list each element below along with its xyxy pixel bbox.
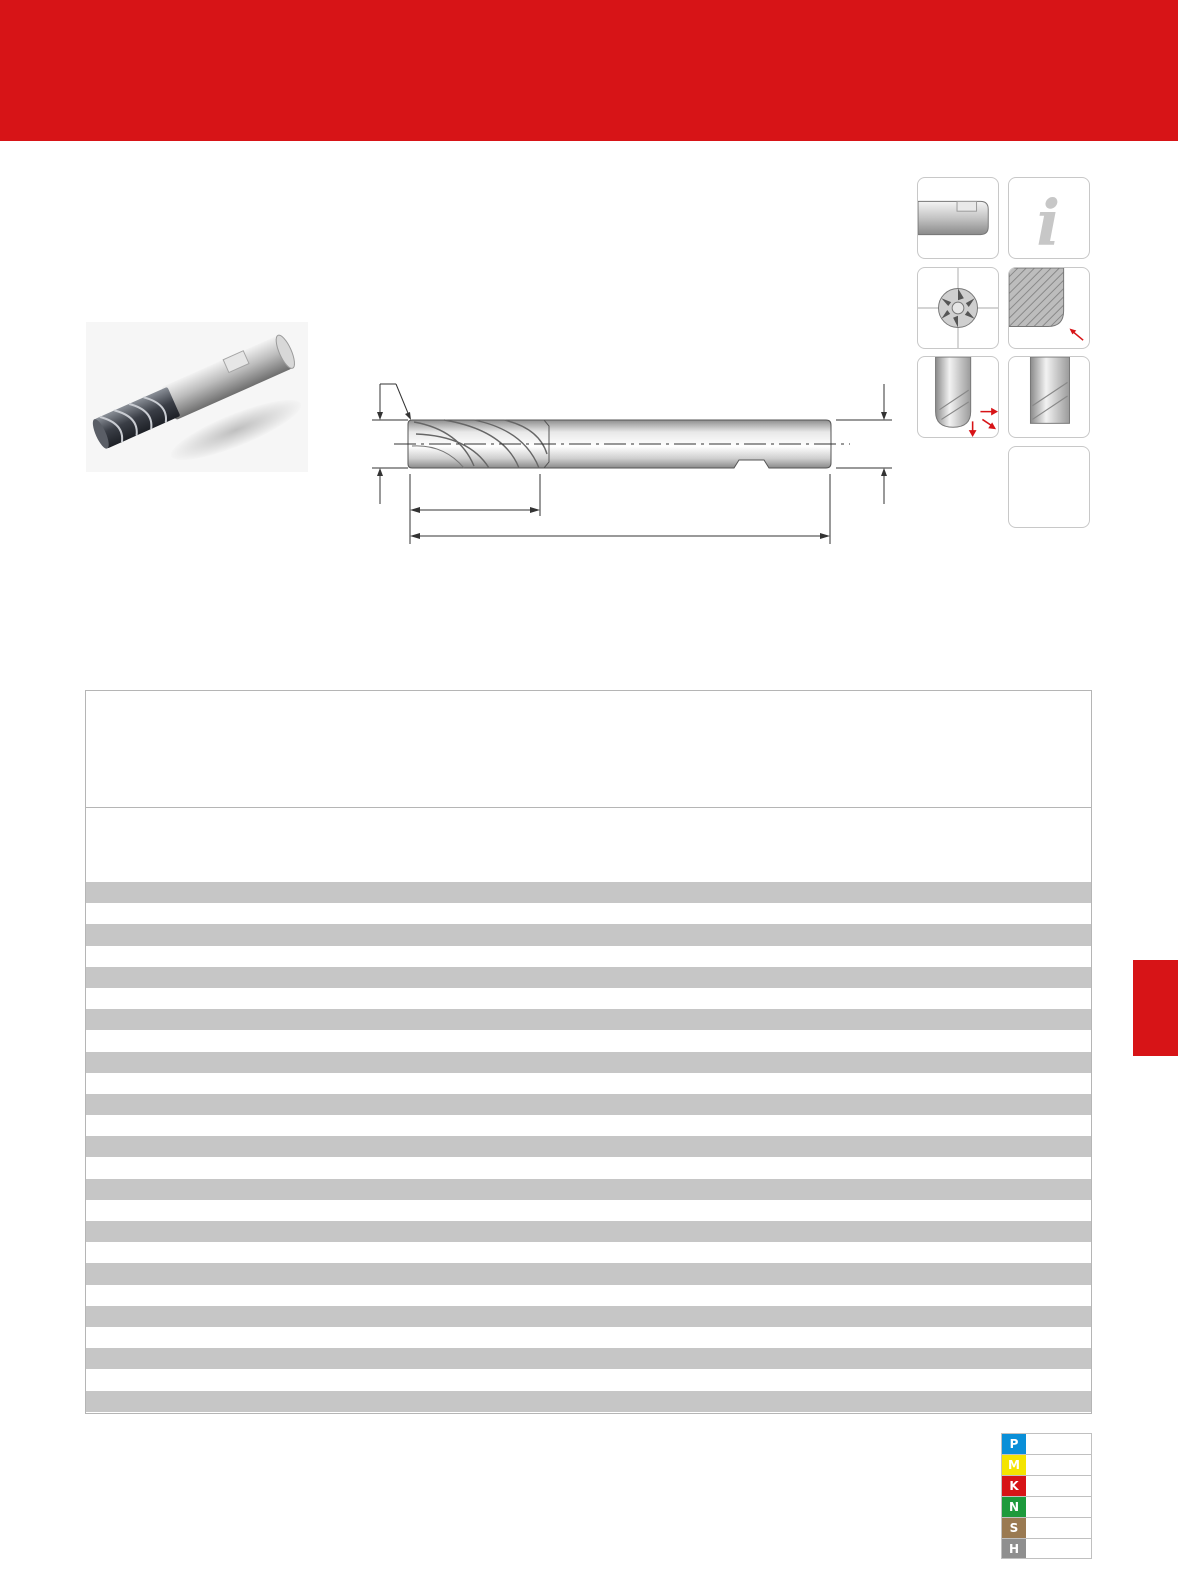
table-row bbox=[86, 1094, 1091, 1115]
header-band bbox=[0, 0, 1178, 141]
material-value-cell bbox=[1026, 1476, 1091, 1496]
corner-radius-icon bbox=[1008, 267, 1090, 349]
product-table bbox=[85, 690, 1092, 1414]
ramping-milling-icon bbox=[917, 356, 999, 438]
table-body bbox=[86, 882, 1091, 1412]
table-row bbox=[86, 1306, 1091, 1327]
material-row-k bbox=[1001, 1475, 1092, 1496]
material-row-n bbox=[1001, 1496, 1092, 1517]
material-value-cell bbox=[1026, 1497, 1091, 1517]
table-row bbox=[86, 946, 1091, 967]
material-row-m bbox=[1001, 1454, 1092, 1475]
table-row bbox=[86, 1369, 1091, 1390]
table-row bbox=[86, 988, 1091, 1009]
table-row bbox=[86, 1115, 1091, 1136]
table-header-top bbox=[86, 691, 1091, 808]
table-row bbox=[86, 1073, 1091, 1094]
material-letter: H bbox=[1002, 1539, 1026, 1558]
table-row bbox=[86, 882, 1091, 903]
material-row-s bbox=[1001, 1517, 1092, 1538]
material-letter: P bbox=[1002, 1434, 1026, 1454]
table-row bbox=[86, 1179, 1091, 1200]
material-row-p bbox=[1001, 1433, 1092, 1454]
table-row bbox=[86, 903, 1091, 924]
material-value-cell bbox=[1026, 1539, 1091, 1558]
table-row bbox=[86, 1242, 1091, 1263]
table-row bbox=[86, 1030, 1091, 1051]
material-row-h bbox=[1001, 1538, 1092, 1559]
info-icon[interactable] bbox=[1008, 177, 1090, 259]
table-row bbox=[86, 1200, 1091, 1221]
table-row bbox=[86, 1052, 1091, 1073]
material-letter: S bbox=[1002, 1518, 1026, 1538]
table-row bbox=[86, 1263, 1091, 1284]
material-letter: K bbox=[1002, 1476, 1026, 1496]
table-row bbox=[86, 1009, 1091, 1030]
table-row bbox=[86, 967, 1091, 988]
table-row bbox=[86, 1348, 1091, 1369]
material-letter: M bbox=[1002, 1455, 1026, 1475]
material-letter: N bbox=[1002, 1497, 1026, 1517]
material-value-cell bbox=[1026, 1518, 1091, 1538]
table-header-sub bbox=[86, 808, 1091, 882]
multi-flute-cross-section-icon bbox=[917, 267, 999, 349]
weldon-shank-icon bbox=[917, 177, 999, 259]
chapter-tab bbox=[1133, 960, 1178, 1056]
table-row bbox=[86, 1285, 1091, 1306]
material-value-cell bbox=[1026, 1434, 1091, 1454]
table-row bbox=[86, 1221, 1091, 1242]
table-row bbox=[86, 924, 1091, 945]
blank-icon bbox=[1008, 446, 1090, 528]
material-group-legend bbox=[1001, 1433, 1092, 1559]
end-mill-dimension-drawing bbox=[364, 374, 904, 550]
end-mill-photo bbox=[86, 322, 308, 472]
table-row bbox=[86, 1327, 1091, 1348]
info-glyph: i bbox=[1036, 185, 1061, 258]
material-value-cell bbox=[1026, 1455, 1091, 1475]
table-row bbox=[86, 1391, 1091, 1412]
side-milling-icon bbox=[1008, 356, 1090, 438]
table-row bbox=[86, 1136, 1091, 1157]
table-row bbox=[86, 1157, 1091, 1178]
